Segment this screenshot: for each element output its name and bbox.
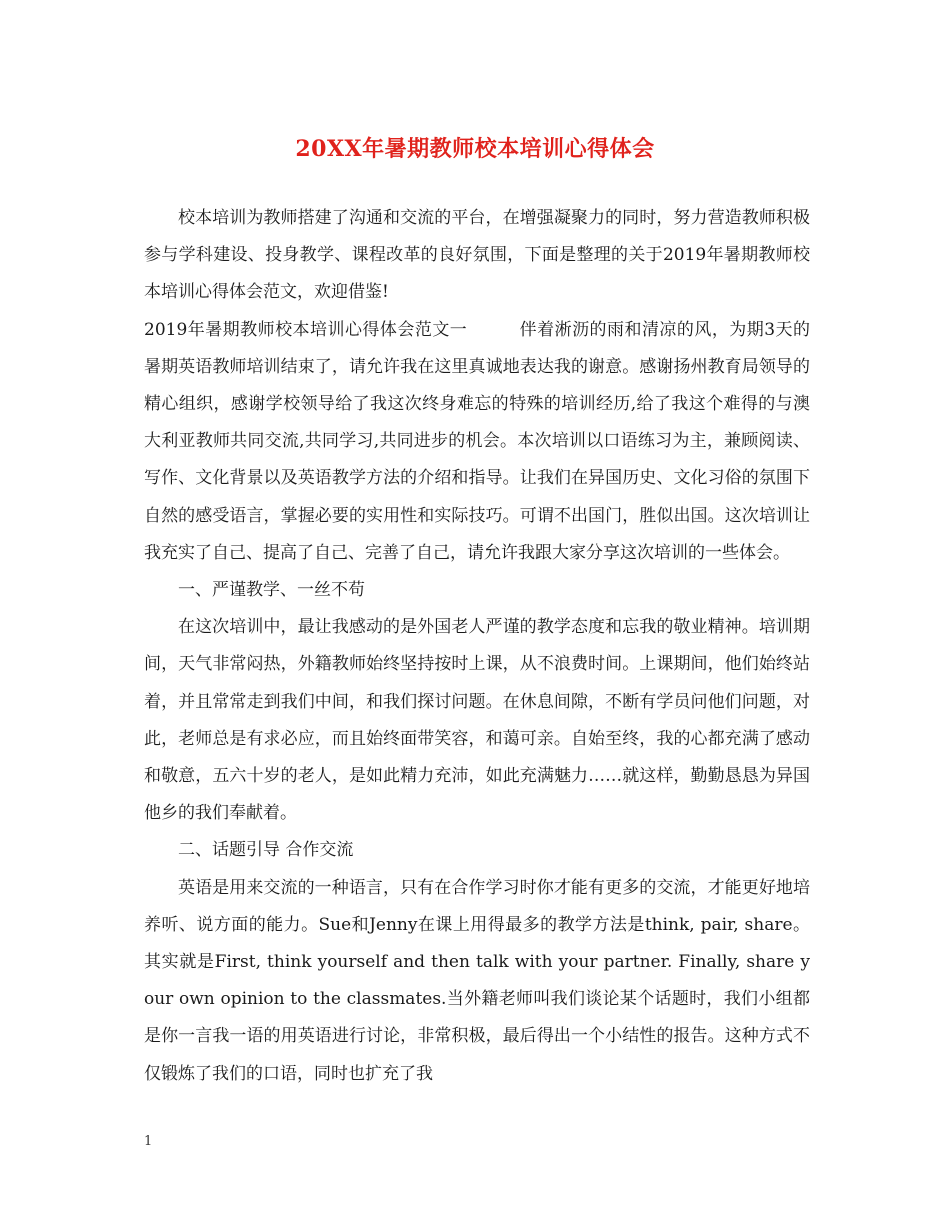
document-title: 20XX年暑期教师校本培训心得体会 [295, 136, 655, 162]
document-body [144, 200, 810, 1093]
paragraph-essay-one: 2019年暑期教师校本培训心得体会范文一 伴着淅沥的雨和清凉的风，为期3天的暑期英语教师培训结束了，请允许我在这里真诚地表达我的谢意。感谢扬州教育局领导的精心组织，感谢学校领导给了我这次终身难忘的特殊的培训经历,给了我这个难得的与澳大利亚教师共同交流,共同学习,共同进步的机会。本次培训以口语练习为主，兼顾阅读、写作、文化背景以及英语教学方法的介绍和指导。让我们在异国历史、文化习俗的氛围下自然的感受语言，掌握必要的实用性和实际技巧。可谓不出国门，胜似出国。这次培训让我充实了自己、提高了自己、完善了自己，请允许我跟大家分享这次培训的一些体会。 [144, 319, 810, 563]
section-heading-2: 二、话题引导 合作交流 [178, 840, 354, 861]
page-number: 1 [144, 1134, 153, 1149]
paragraph-section-2: 英语是用来交流的一种语言，只有在合作学习时你才能有更多的交流，才能更好地培养听、说方面的能力。Sue和Jenny在课上用得最多的教学方法是think, pair, share。其实就是First, think yourself and then talk with your partner. Finally, share your own opinion to the classmates.当外籍老师叫我们谈论某个话题时，我们小组都是你一言我一语的用英语进行讨论，非常积极，最后得出一个小结性的报告。这种方式不仅锻炼了我们的口语，同时也扩充了我 [144, 877, 810, 1084]
paragraph-section-1: 在这次培训中，最让我感动的是外国老人严谨的教学态度和忘我的敬业精神。培训期间，天气非常闷热，外籍教师始终坚持按时上课，从不浪费时间。上课期间，他们始终站着，并且常常走到我们中间，和我们探讨问题。在休息间隙，不断有学员问他们问题，对此，老师总是有求必应，而且始终面带笑容，和蔼可亲。自始至终，我的心都充满了感动和敬意，五六十岁的老人，是如此精力充沛，如此充满魅力……就这样，勤勤恳恳为异国他乡的我们奉献着。 [144, 617, 810, 824]
paragraph-intro: 校本培训为教师搭建了沟通和交流的平台，在增强凝聚力的同时，努力营造教师积极参与学科建设、投身教学、课程改革的良好氛围，下面是整理的关于2019年暑期教师校本培训心得体会范文，欢迎借鉴! [144, 208, 810, 303]
section-heading-1: 一、严谨教学、一丝不苟 [178, 580, 365, 601]
